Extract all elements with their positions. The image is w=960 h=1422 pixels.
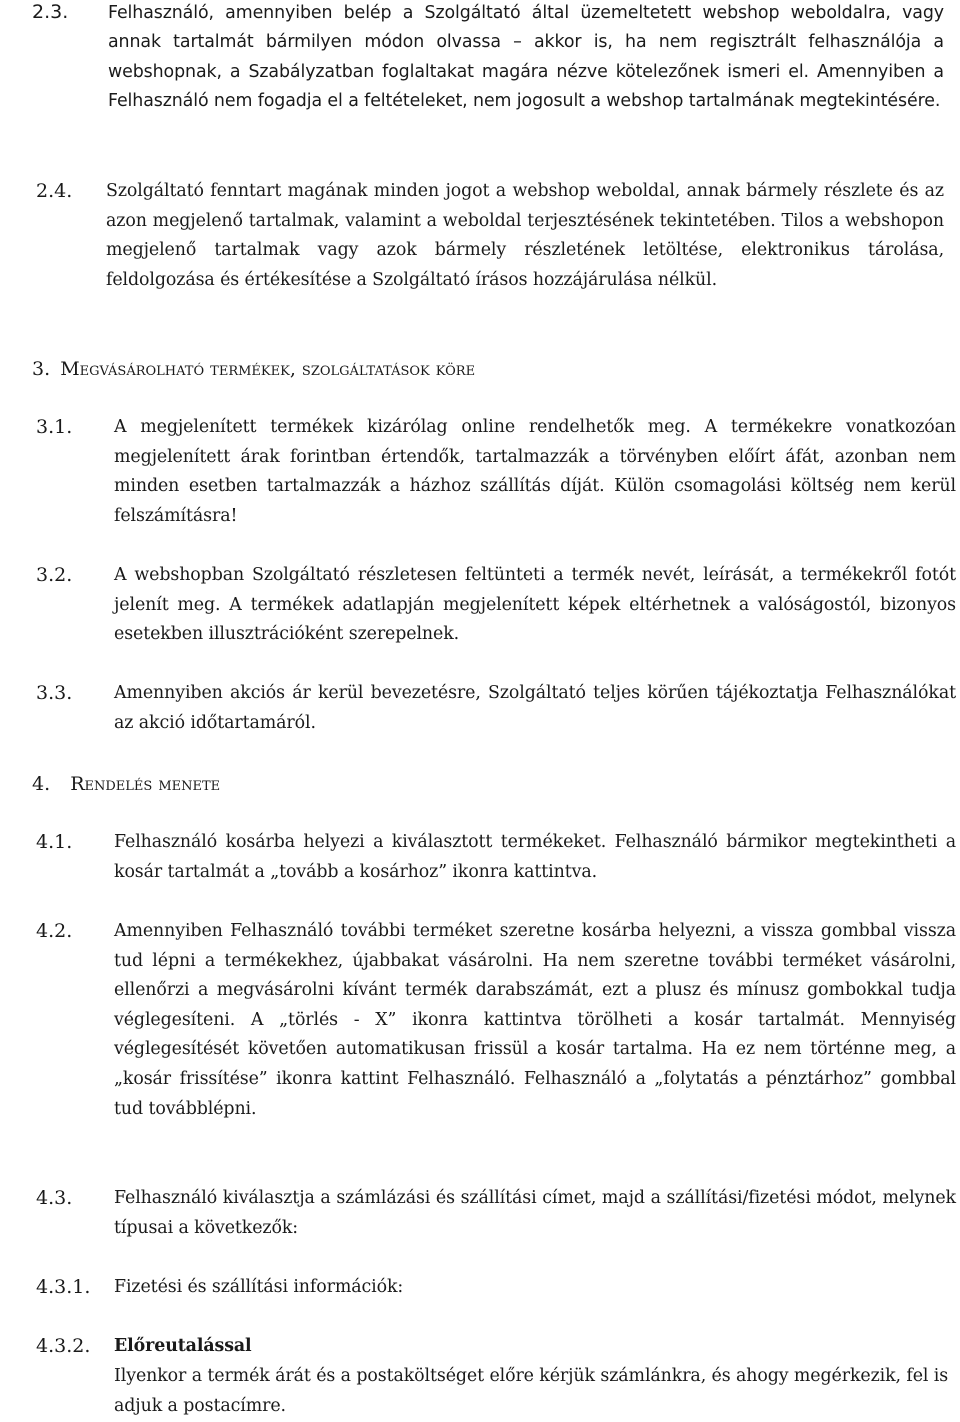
heading-3-title: Megvásárolható termékek, szolgáltatások köre xyxy=(60,358,476,380)
section-3-1-text: A megjelenített termékek kizárólag online rendelhetők meg. A termékekre vonatkozóan megjelenített árak forintban értendők, tartalmazzák a törvényben előírt áfát, azonban nem minden esetben tartalmazzák a házhoz szállítás díját. Külön csomagolási költség nem kerül felszámításra! xyxy=(114,417,956,526)
section-number-4-3-1: 4.3.1. xyxy=(36,1276,91,1298)
heading-4-title: Rendelés menete xyxy=(70,773,221,795)
section-number-3-2: 3.2. xyxy=(36,564,73,586)
section-4-3-2-title: Előreutalással xyxy=(114,1336,252,1356)
section-number-4-3-2: 4.3.2. xyxy=(36,1335,91,1357)
section-4-1-text: Felhasználó kosárba helyezi a kiválasztott termékeket. Felhasználó bármikor megtekintheti a kosár tartalmát a „tovább a kosárhoz” ikonra kattintva. xyxy=(114,832,956,882)
section-4-2-text: Amennyiben Felhasználó további terméket szeretne kosárba helyezni, a vissza gombbal vissza tud lépni a termékekhez, újabbakat vásárolni. Ha nem szeretne további terméket vásárolni, ellenőrzi a megvásárolni kívánt termék darabszámát, ezt a plusz és mínusz gombokkal tudja véglegesíteni. A „törlés - X” ikonra kattintva törölheti a kosár tartalmát. Mennyiség véglegesítését követően automatikusan frissül a kosár tartalma. Ha ez nem történne meg, a „kosár frissítése” ikonra kattint Felhasználó. Felhasználó a „folytatás a pénztárhoz” gombbal tud továbblépni. xyxy=(114,921,956,1119)
section-number-2-4: 2.4. xyxy=(36,180,73,202)
section-4-3-2-text: Ilyenkor a termék árát és a postaköltséget előre kérjük számlánkra, és ahogy megérkezik, fel is adjuk a postacímre. xyxy=(114,1366,949,1416)
section-number-3-1: 3.1. xyxy=(36,416,73,438)
section-number-4-2: 4.2. xyxy=(36,920,73,942)
section-number-4-3: 4.3. xyxy=(36,1187,73,1209)
section-4-3-text: Felhasználó kiválasztja a számlázási és szállítási címet, majd a szállítási/fizetési módot, melynek típusai a következők: xyxy=(114,1188,956,1238)
section-3-2-text: A webshopban Szolgáltató részletesen feltünteti a termék nevét, leírását, a termékekről fotót jelenít meg. A termékek adatlapján megjelenített képek eltérhetnek a valóságostól, bizonyos esetekben illusztrációként szerepelnek. xyxy=(114,565,956,645)
section-number-2-3: 2.3. xyxy=(32,1,69,23)
section-2-3-text: Felhasználó, amennyiben belép a Szolgáltató által üzemeltetett webshop weboldalra, vagy annak tartalmát bármilyen módon olvassa – akkor is, ha nem regisztrált felhasználója a webshopnak, a Szabályzatban foglaltakat magára nézve kötelezőnek ismeri el. Amennyiben a Felhasználó nem fogadja el a feltételeket, nem jogosult a webshop tartalmának megtekintésére. xyxy=(108,3,944,111)
heading-3 xyxy=(32,355,475,384)
section-2-4-text: Szolgáltató fenntart magának minden jogot a webshop weboldal, annak bármely részlete és az azon megjelenő tartalmak, valamint a weboldal terjesztésének tekintetében. Tilos a webshopon megjelenő tartalmak vagy azok bármely részletének letöltése, elektronikus tárolása, feldolgozása és értékesítése a Szolgáltató írásos hozzájárulása nélkül. xyxy=(106,181,944,290)
heading-3-number: 3. xyxy=(32,358,51,380)
section-number-3-3: 3.3. xyxy=(36,682,73,704)
section-number-4-1: 4.1. xyxy=(36,831,73,853)
heading-4 xyxy=(32,770,220,799)
heading-4-number: 4. xyxy=(32,773,51,795)
section-3-3-text: Amennyiben akciós ár kerül bevezetésre, Szolgáltató teljes körűen tájékoztatja Felhasználókat az akció időtartamáról. xyxy=(114,683,956,733)
section-4-3-1-text: Fizetési és szállítási információk: xyxy=(114,1277,404,1297)
